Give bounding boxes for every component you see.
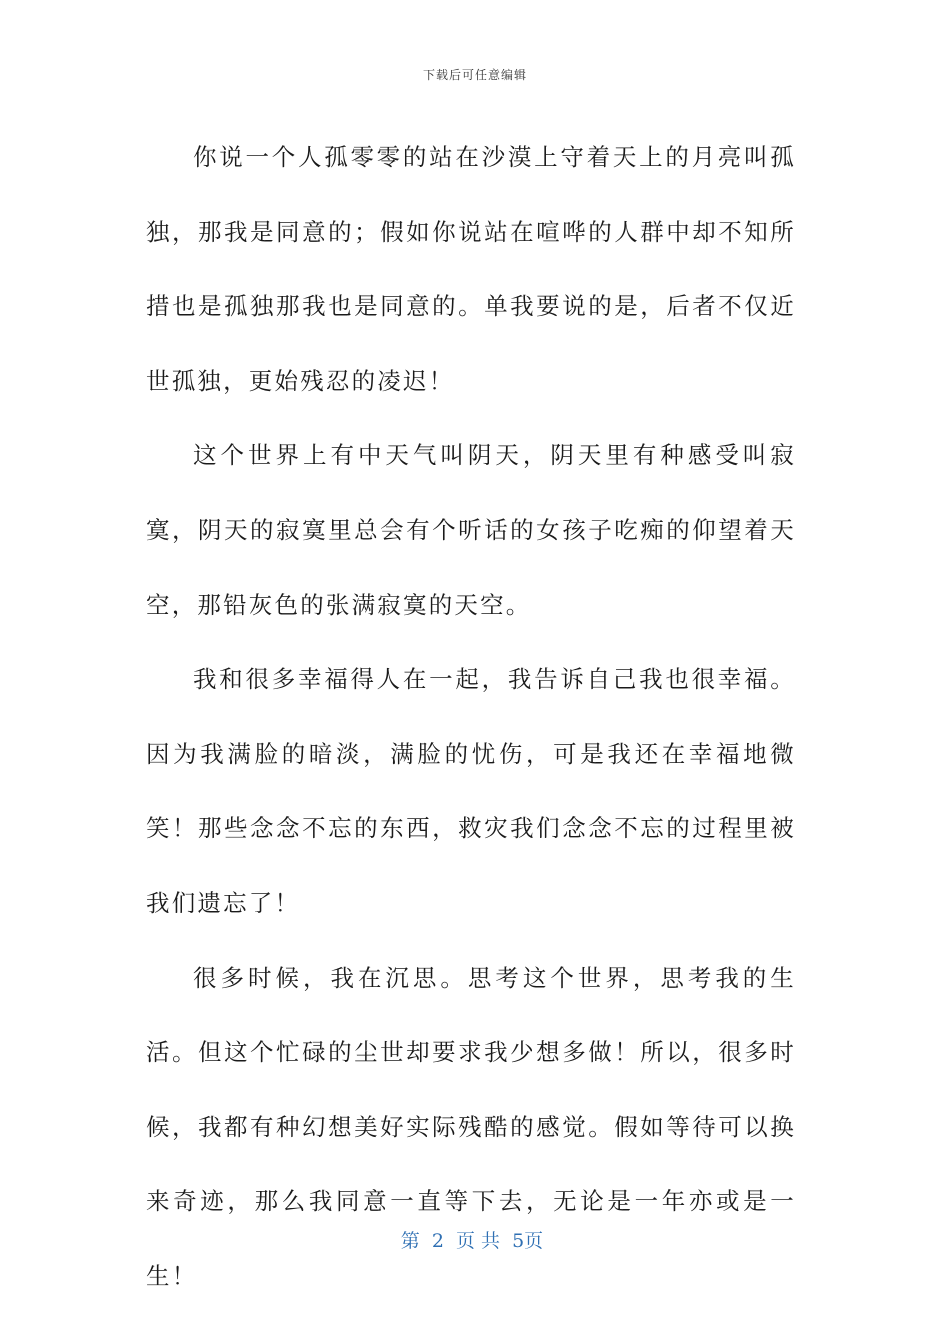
header-note: 下载后可任意编辑 [422, 68, 527, 82]
total-pages: 5页 [512, 1230, 544, 1252]
paragraph-3: 我和很多幸福得人在一起，我告诉自己我也很幸福。因为我满脸的暗淡，满脸的忧伤，可是我还在幸福地微笑！那些念念不忘的东西，救灾我们念念不忘的过程里被我们遗忘了！ [146, 665, 796, 917]
paragraph-2: 这个世界上有中天气叫阴天，阴天里有种感受叫寂寞，阴天的寂寞里总会有个听话的女孩子吃痴的仰望着天空，那铅灰色的张满寂寞的天空。 [146, 441, 796, 619]
page-footer [0, 1226, 950, 1253]
page-label-middle: 页 共 [456, 1230, 501, 1252]
paragraph-4: 很多时候，我在沉思。思考这个世界，思考我的生活。但这个忙碌的尘世却要求我少想多做！所以，很多时候，我都有种幻想美好实际残酷的感觉。假如等待可以换来奇迹，那么我同意一直等下去，无论是一年亦或是一生！ [146, 963, 796, 1290]
page-label-prefix: 第 [400, 1230, 420, 1252]
paragraph-1: 你说一个人孤零零的站在沙漠上守着天上的月亮叫孤独，那我是同意的；假如你说站在喧哗的人群中却不知所措也是孤独那我也是同意的。单我要说的是，后者不仅近世孤独，更始残忍的凌迟！ [146, 143, 796, 395]
current-page-number: 2 [431, 1230, 444, 1252]
document-body [146, 120, 796, 1314]
